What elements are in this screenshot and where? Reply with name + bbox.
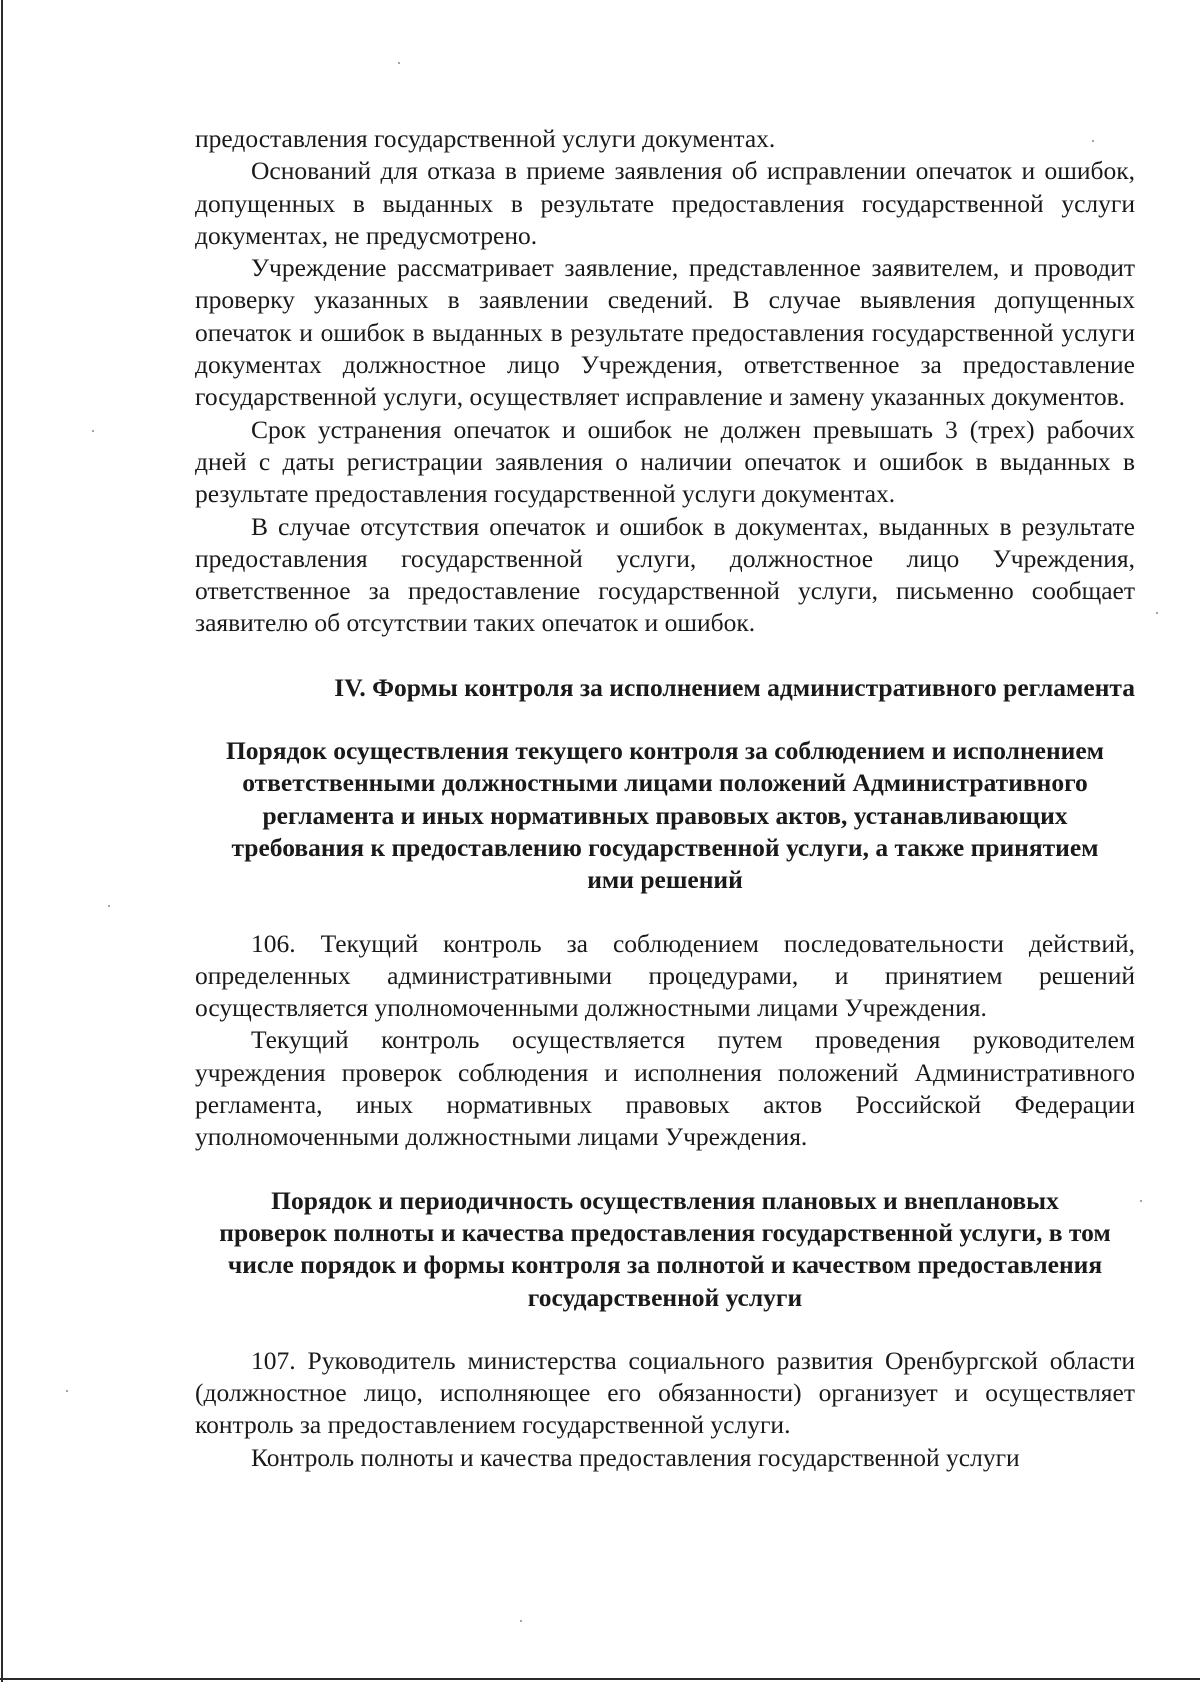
section-title: IV. Формы контроля за исполнением административного регламента [334, 672, 1135, 702]
scan-speck [66, 1390, 68, 1392]
scan-speck [92, 430, 94, 432]
scan-speck [1140, 1200, 1142, 1202]
paragraph-107-continued: Контроль полноты и качества предоставления государственной услуги [251, 1442, 1020, 1472]
paragraph-106: 106. Текущий контроль за соблюдением последовательности действий, определенных административными процедурами, и принятием решений осуществляется уполномоченными должностными лицами Учреждения. [195, 928, 1135, 1023]
subheading-inspections: Порядок и периодичность осуществления плановых и внеплановых проверок полноты и качества предоставления государственной услуги, в том числе порядок и формы контроля за полнотой и качеством предоставления государственной услуги [219, 1185, 1111, 1312]
scan-speck [1156, 612, 1158, 614]
paragraph-continuation: предоставления государственной услуги документах. [195, 124, 776, 153]
scan-left-edge [1, 0, 3, 1682]
paragraph-deadline: Срок устранения опечаток и ошибок не должен превышать 3 (трех) рабочих дней с даты регистрации заявления о наличии опечаток и ошибок в выданных в результате предоставления государственной услуги документах. [195, 414, 1135, 509]
scan-speck [398, 62, 400, 64]
paragraph-review: Учреждение рассматривает заявление, представленное заявителем, и проводит проверку указанных в заявлении сведений. В случае выявления допущенных опечаток и ошибок в выданных в результате предоставления государственной услуги документах должностное лицо Учреждения, ответственное за предоставление государственной услуги, осуществляет исправление и замену указанных документов. [195, 253, 1135, 412]
document-body [195, 123, 1135, 1474]
paragraph-106-detail: Текущий контроль осуществляется путем проведения руководителем учреждения проверок соблюдения и исполнения положений Административного регламента, иных нормативных правовых актов Российской Федерации уполномоченными должностными лицами Учреждения. [195, 1025, 1135, 1152]
paragraph-107: 107. Руководитель министерства социального развития Оренбургской области (должностное лицо, исполняющее его обязанности) организует и осуществляет контроль за предоставлением государственной услуги. [195, 1345, 1135, 1440]
paragraph-absence: В случае отсутствия опечаток и ошибок в документах, выданных в результате предоставления государственной услуги, должностное лицо Учреждения, ответственное за предоставление государственной услуги, письменно сообщает заявителю об отсутствии таких опечаток и ошибок. [195, 511, 1135, 638]
scan-speck [108, 905, 110, 907]
scan-bottom-edge [0, 1678, 1200, 1680]
paragraph-no-grounds: Оснований для отказа в приеме заявления об исправлении опечаток и ошибок, допущенных в выданных в результате предоставления государственной услуги документах, не предусмотрено. [195, 156, 1135, 250]
scan-speck [520, 1620, 522, 1622]
subheading-current-control: Порядок осуществления текущего контроля за соблюдением и исполнением ответственными должностными лицами положений Административного регламента и иных нормативных правовых актов, устанавливающих требования к предоставлению государственной услуги, а также принятием ими решений [225, 736, 1105, 895]
